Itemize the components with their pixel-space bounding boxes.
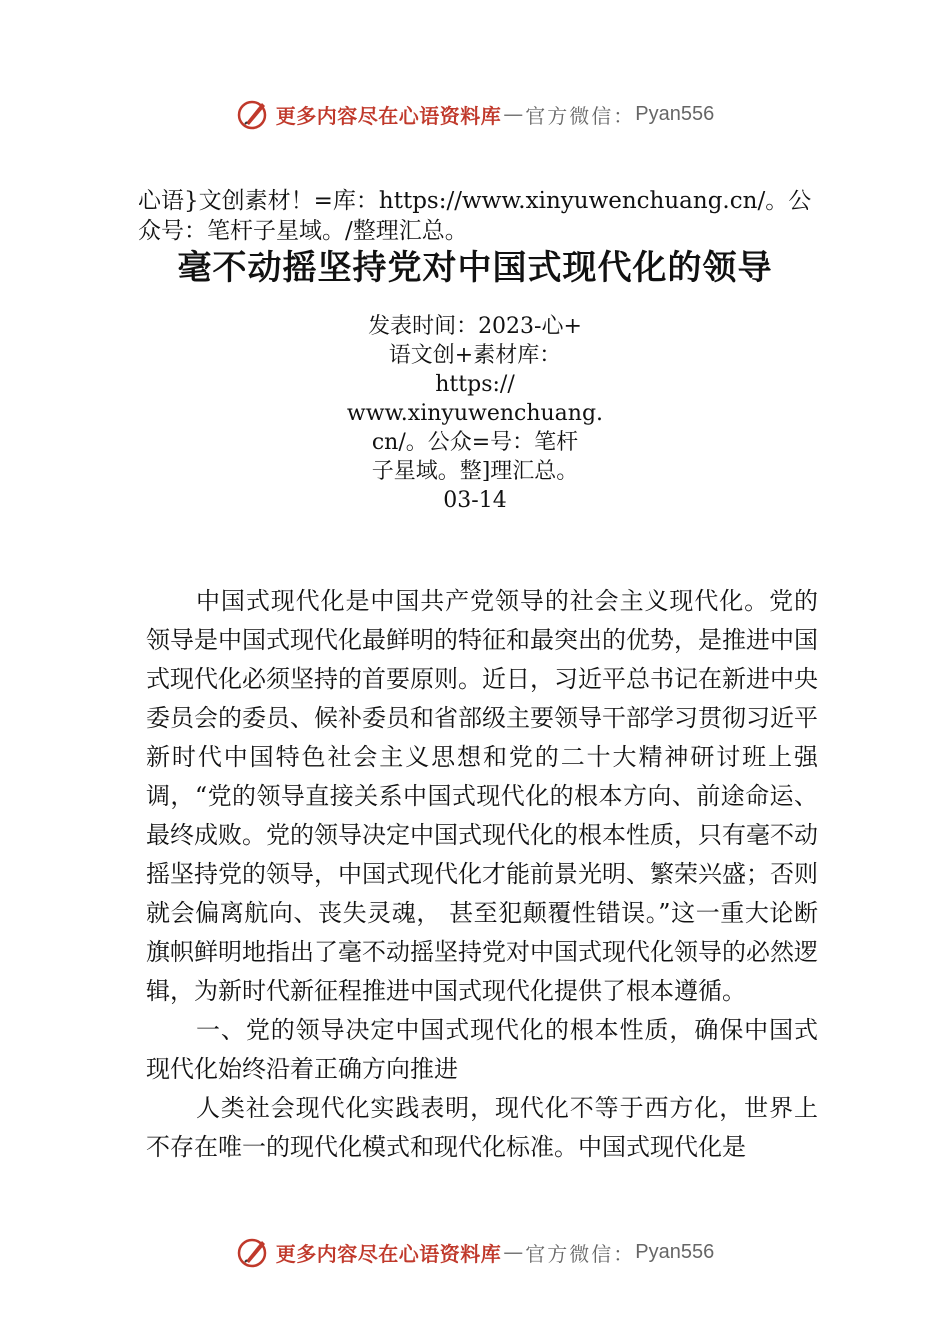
meta-line: 03-14 [443,488,507,513]
meta-line: cn/。公众=号：笔杆 [371,430,579,455]
banner-wechat-label: 官方微信： [525,1241,636,1266]
source-line: 心语}文创素材！=库：https://www.xinyuwenchuang.cn/。公众号：笔杆子星域。/整理汇总。 [138,188,812,244]
meta-line: 发表时间：2023-心+ [368,314,582,339]
banner-wechat-id: Pyan556 [635,102,715,125]
meta-line: 语文创+素材库： [388,343,562,368]
meta-line: www.xinyuwenchuang. [346,401,604,426]
publish-meta [340,312,610,515]
header-banner [0,94,950,134]
banner-text: 更多内容尽在心语资料库 [275,103,502,128]
banner-wechat-label: 官方微信： [525,103,636,128]
meta-line: 子星域。整]理汇总。 [371,459,579,484]
section-heading: 一、党的领导决定中国式现代化的根本性质，确保中国式现代化始终沿着正确方向推进 [146,1016,818,1083]
banner-dash: — [503,1240,524,1264]
quill-logo-icon [236,97,270,131]
paragraph-intro: 中国式现代化是中国共产党领导的社会主义现代化。党的领导是中国式现代化最鲜明的特征和最突出的优势，是推进中国式现代化必须坚持的首要原则。近日，习近平总书记在新进中央委员会的委员、候补委员和省部级主要领导干部学习贯彻习近平新时代中国特色社会主义思想和党的二十大精神研讨班上强调，“党的领导直接关系中国式现代化的根本方向、前途命运、最终成败。党的领导决定中国式现代化的根本性质，只有毫不动摇坚持党的领导，中国式现代化才能前景光明、繁荣兴盛；否则就会偏离航向、丧失灵魂， 甚至犯颠覆性错误。”这一重大论断旗帜鲜明地指出了毫不动摇坚持党对中国式现代化领导的必然逻辑，为新时代新征程推进中国式现代化提供了根本遵循。 [146,587,818,1005]
article-body [146,582,818,1167]
footer-banner [0,1232,950,1272]
paragraph: 人类社会现代化实践表明，现代化不等于西方化，世界上不存在唯一的现代化模式和现代化标准。中国式现代化是 [146,1094,818,1161]
article-title: 毫不动摇坚持党对中国式现代化的领导 [177,248,773,288]
banner-text: 更多内容尽在心语资料库 [275,1241,502,1266]
banner-wechat-id: Pyan556 [635,1240,715,1263]
meta-line: https:// [435,372,515,397]
banner-dash: — [503,102,524,126]
quill-logo-icon [236,1235,270,1269]
